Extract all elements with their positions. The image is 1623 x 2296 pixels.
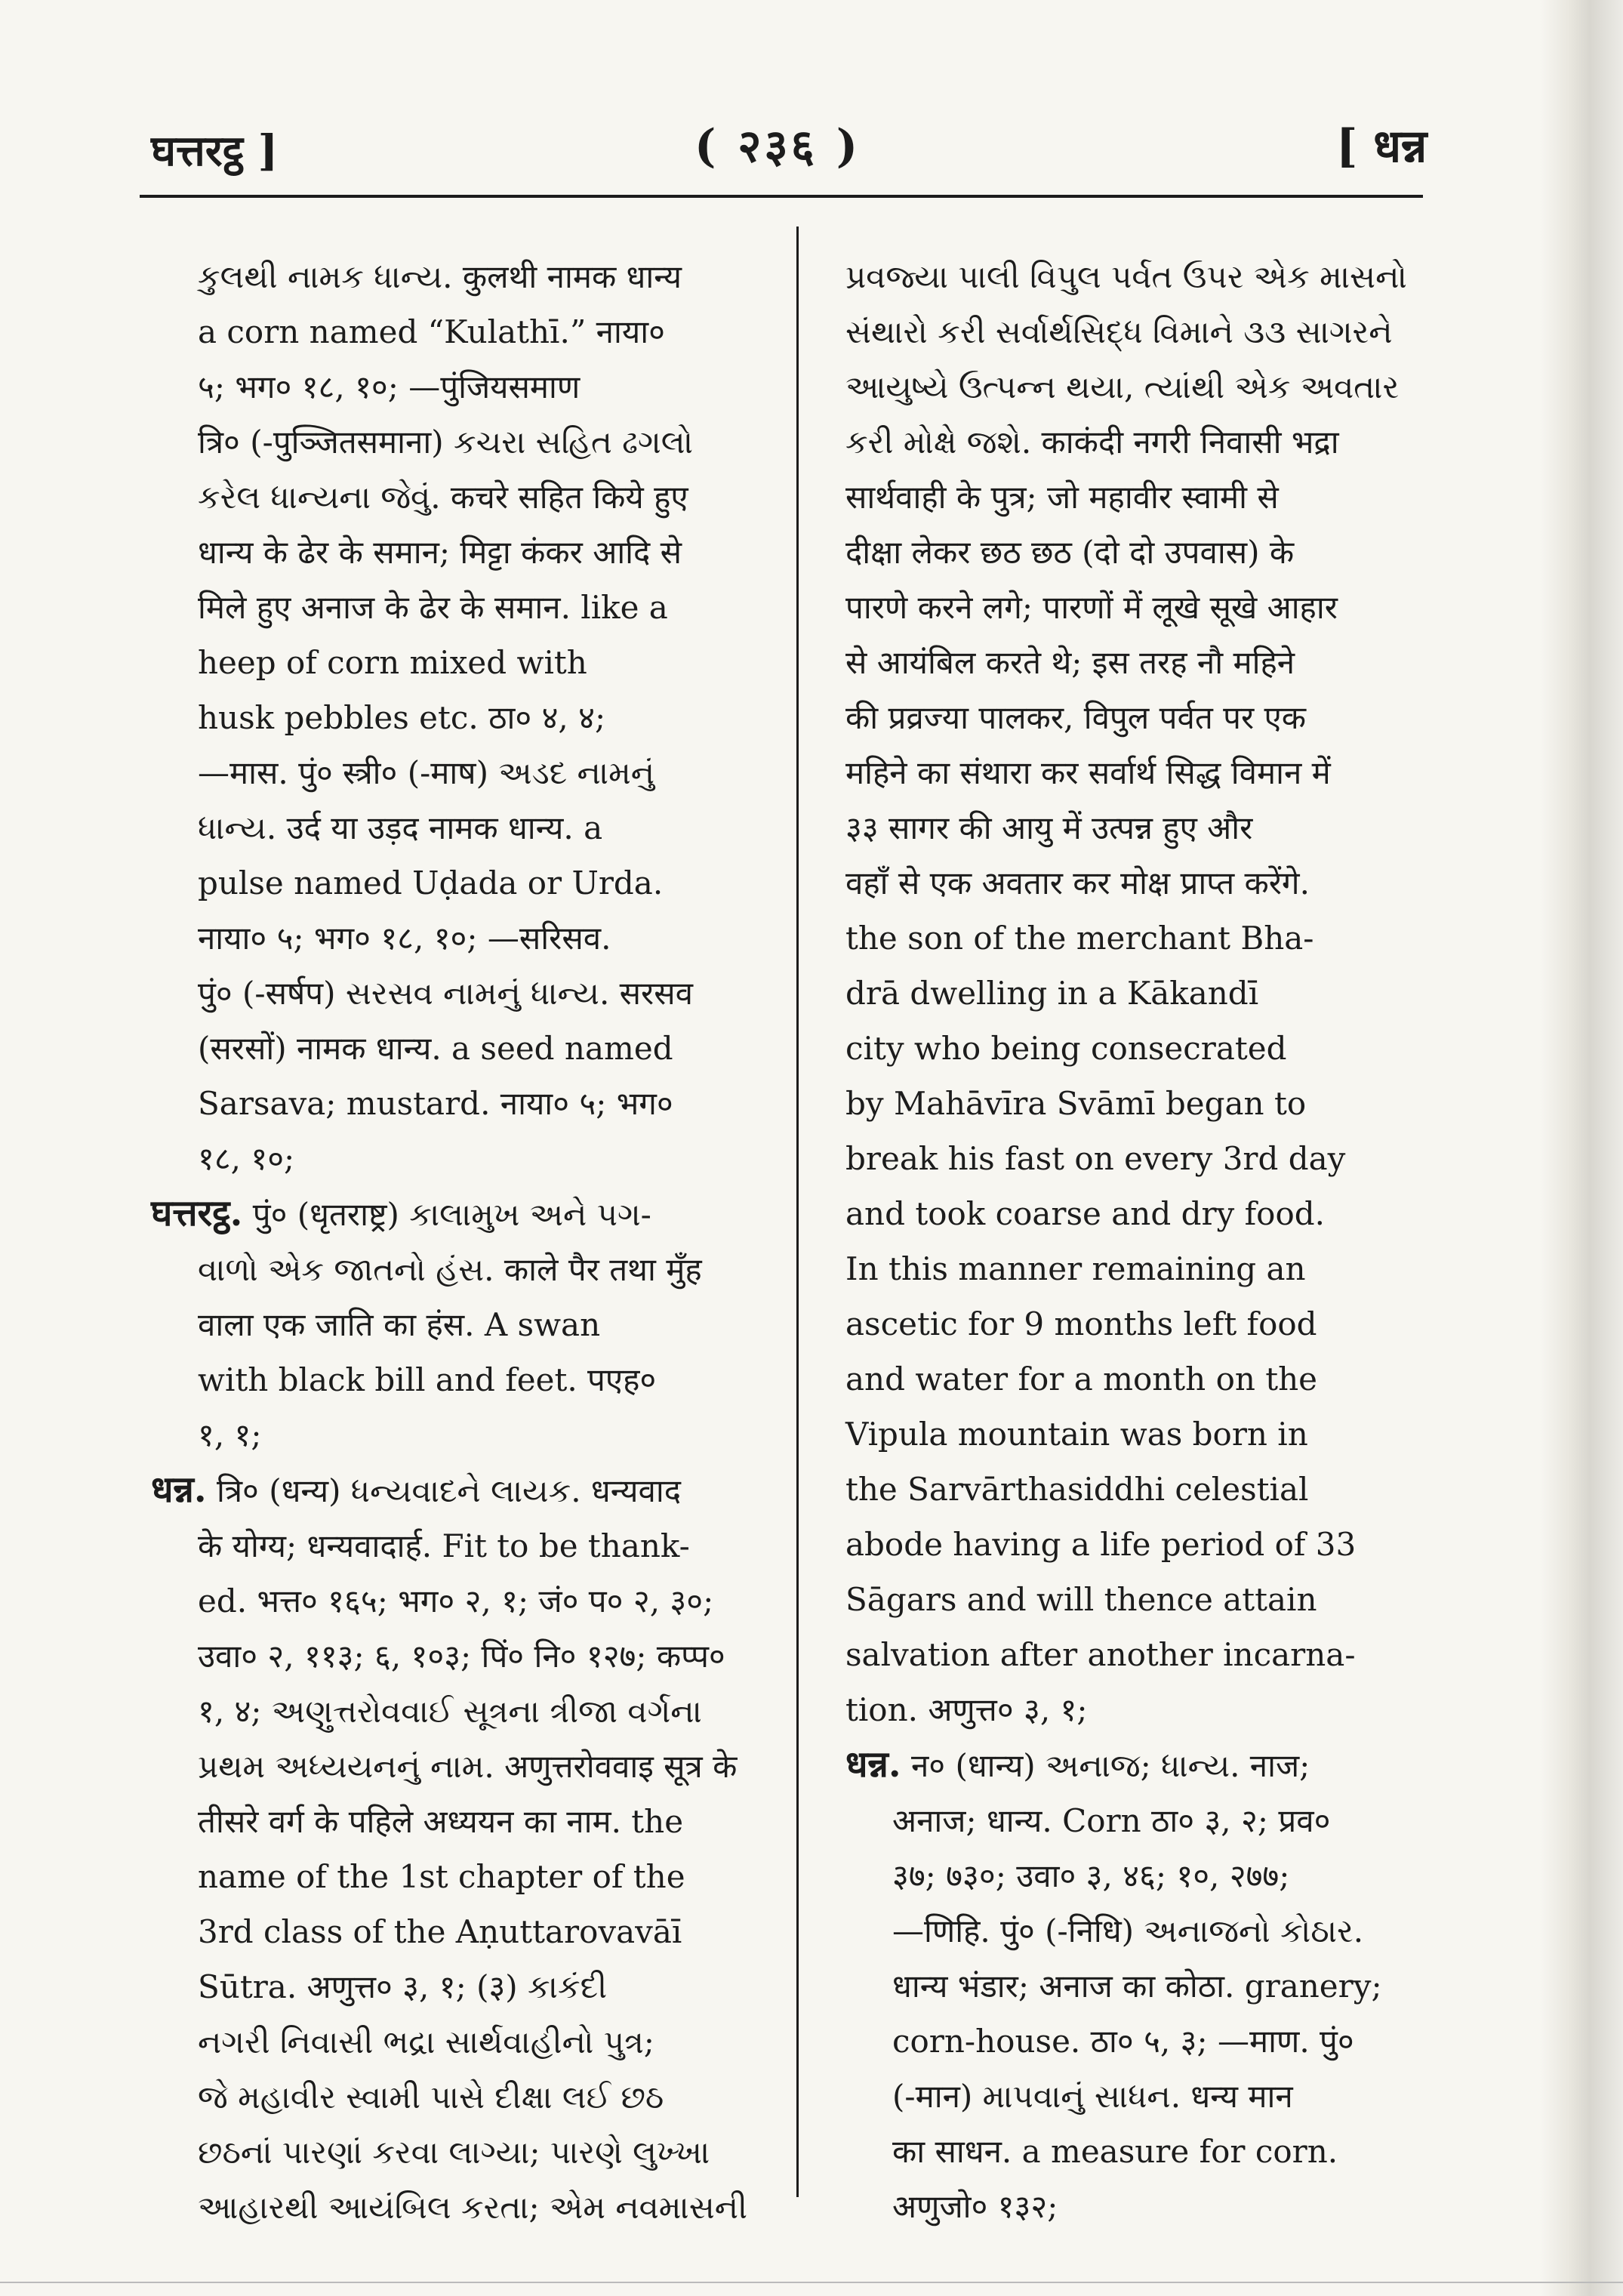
entry-dhanna-noun [845,1737,1419,2234]
entry-line: name of the 1st chapter of the [198,1858,685,1895]
entry-line: city who being consecrated [845,1030,1287,1067]
entry-line: પ્રથમ અધ્યયનનું નામ. अणुत्तरोववाइ सूत्र के [198,1748,738,1785]
entry-line: Sarsava; mustard. नाया० ५; भग० [198,1085,673,1122]
entry-line: न० (धान्य) અનાજ; ધાન્ય. नाज; [910,1747,1310,1784]
entry-line: मिले हुए अनाज के ढेर के समान. like a [198,589,668,626]
entry-line: ५; भग० १८, १०; —पुंजियसमाण [198,368,581,405]
entry-line: ધાન્ય. उर्द या उड़द नामक धान्य. a [198,809,603,846]
column-divider [796,227,799,2197]
entry-line: ed. भत्त० १६५; भग० २, १; जं० प० २, ३०; [198,1583,714,1620]
entry-line: दीक्षा लेकर छठ छठ (दो दो उपवास) के [845,534,1295,571]
entry-line: નગરી નિવાસી ભદ્રા સાર્થવાહીનો પુત્ર; [198,2023,654,2060]
entry-continuation-dhanna-kulathi [151,249,762,1186]
right-column [845,249,1419,2234]
page-header [0,113,1623,196]
page-number: ( २३६ ) [694,120,861,173]
entry-line: १, ४; અણુત્તરોવવાઈ સૂત્રના ત્રીજા વર્ગના [198,1693,702,1730]
entry-line: पुं० (धृतराष्ट्र) કાલામુખ અને પગ- [252,1196,651,1233]
entry-line: with black bill and feet. पएह० [198,1361,657,1398]
entry-line: अनाज; धान्य. Corn ठा० ३, २; प्रव० [892,1802,1331,1839]
entry-body [151,1472,762,2235]
entry-line: (-मान) માપવાનું સાધન. धन्य मान [892,2078,1293,2115]
entry-line: abode having a life period of 33 [845,1526,1357,1563]
entry-line: સંથારો કરી સર્વાર્થસિદ્ધ વિમાને ૩૩ સાગરને [845,313,1393,350]
entry-line: the Sarvārthasiddhi celestial [845,1471,1309,1508]
entry-line: के योग्य; धन्यवादार्ह. Fit to be thank- [198,1527,690,1564]
header-left-word: घत्तरट्ठ ] [151,126,279,176]
entry-line: heep of corn mixed with [198,644,587,681]
page-edge-shadow [1540,0,1623,2296]
entry-line: पारणे करने लगे; पारणों में लूखे सूखे आहार [845,589,1338,626]
entry-line: धान्य भंडार; अनाज का कोठा. granery; [892,1968,1382,2005]
entry-line: છઠનાં પારણાં કરવા લાગ્યા; પારણે લુખ્ખા [198,2134,710,2171]
entry-line: वहाँ से एक अवतार कर मोक्ष प्राप्त करेंगे. [845,864,1310,901]
entry-line: Sūtra. अणुत्त० ३, १; (३) કાકંદી [198,1968,608,2005]
entry-line: ३३ सागर की आयु में उत्पन्न हुए और [845,809,1253,846]
entry-headword: धन्न. [151,1469,207,1511]
entry-line: ascetic for 9 months left food [845,1305,1317,1342]
entry-line: husk pebbles etc. ठा० ४, ४; [198,699,606,736]
entry-line: કુલથી નામક ધાન્ય. कुलथी नामक धान्य [198,258,682,295]
entry-line: —मास. पुं० स्त्री० (-माष) અડદ નામનું [198,754,655,791]
entry-line: तीसरे वर्ग के पहिले अध्ययन का नाम. the [198,1803,684,1840]
entry-line: नाया० ५; भग० १८, १०; —सरिसव. [198,920,611,957]
entry-line: a corn named “Kulathī.” नाया० [198,313,665,350]
entry-line: धान्य के ढेर के समान; मिट्टा कंकर आदि से [198,534,682,571]
entry-ghattaraṭṭha [151,1186,762,1462]
entry-line: पुं० (-सर्षप) સરસવ નામનું ધાન્ય. सरसव [198,975,693,1012]
entry-line: by Mahāvīra Svāmī began to [845,1085,1307,1122]
entry-dhanna-adj [151,1462,762,2235]
entry-line: महिने का संथारा कर सर्वार्थ सिद्ध विमान में [845,754,1331,791]
entry-body [151,249,762,1186]
entry-line: break his fast on every 3rd day [845,1140,1346,1177]
entry-line: આહારથી આયંબિલ કરતા; એમ નવમાસની [198,2189,748,2226]
entry-headword: घत्तरट्ठ. [151,1192,243,1234]
entry-line: वाला एक जाति का हंस. A swan [198,1306,601,1343]
entry-line: का साधन. a measure for corn. [892,2133,1338,2170]
entry-line: की प्रव्रज्या पालकर, विपुल पर्वत पर एक [845,699,1306,736]
entry-line: પ્રવજ્યા પાલી વિપુલ પર્વત ઉપર એક માસનો [845,258,1407,295]
entry-line: pulse named Uḍada or Urda. [198,864,664,901]
entry-line: the son of the merchant Bha- [845,920,1314,957]
entry-body [151,1196,762,1462]
page-bottom-edge [0,2282,1623,2283]
left-column [151,249,762,2235]
entry-continuation-dhanna-adj [845,249,1419,1737]
entry-line: આયુષ્યે ઉત્પન્ન થયા, ત્યાંથી એક અવતાર [845,368,1400,405]
entry-line: and took coarse and dry food. [845,1195,1325,1232]
entry-line: Vipula mountain was born in [845,1416,1308,1453]
entry-line: उवा० २, ११३; ६, १०३; पिं० नि० १२७; कप्प० [198,1638,725,1675]
entry-line: જે મહાવીર સ્વામી પાસે દીક્ષા લઈ છઠ [198,2079,664,2116]
entry-line: —णिहि. पुं० (-निधि) અનાજનો કોઠાર. [892,1912,1364,1949]
entry-body [845,1747,1419,2234]
entry-line: salvation after another incarna- [845,1636,1356,1673]
entry-line: १८, १०; [198,1140,295,1177]
entry-line: १, १; [198,1416,262,1453]
entry-line: tion. अणुत्त० ३, १; [845,1691,1088,1728]
entry-line: In this manner remaining an [845,1250,1306,1287]
entry-line: and water for a month on the [845,1361,1318,1398]
entry-line: કરેલ ધાન્યના જેવું. कचरे सहित किये हुए [198,479,688,516]
entry-line: corn-house. ठा० ५, ३; —माण. पुं० [892,2023,1354,2060]
header-rule [140,195,1423,198]
entry-headword: धन्न. [845,1743,901,1786]
entry-line: drā dwelling in a Kākandī [845,975,1259,1012]
entry-line: अणुजो० १३२; [892,2188,1058,2225]
entry-line: ३७; ७३०; उवा० ३, ४६; १०, २७७; [892,1857,1290,1894]
entry-line: त्रि० (धन्य) ધન્યવાદને લાયક. धन्यवाद [216,1472,682,1509]
entry-line: કરી મોક્ષે જશે. काकंदी नगरी निवासी भद्रा [845,424,1339,461]
header-right-word: [ धन्न [1336,120,1427,173]
entry-line: Sāgars and will thence attain [845,1581,1317,1618]
entry-line: त्रि० (-पुञ्जितसमाना) કચરા સહિત ઢગલો [198,424,693,461]
entry-line: से आयंबिल करते थे; इस तरह नौ महिने [845,644,1295,681]
entry-line: વાળો એક જાતનો હંસ. काले पैर तथा मुँह [198,1251,702,1288]
entry-line: सार्थवाही के पुत्र; जो महावीर स्वामी से [845,479,1279,516]
entry-body [845,249,1419,1737]
entry-line: 3rd class of the Aṇuttarovavāī [198,1913,682,1950]
entry-line: (सरसों) नामक धान्य. a seed named [198,1030,673,1067]
